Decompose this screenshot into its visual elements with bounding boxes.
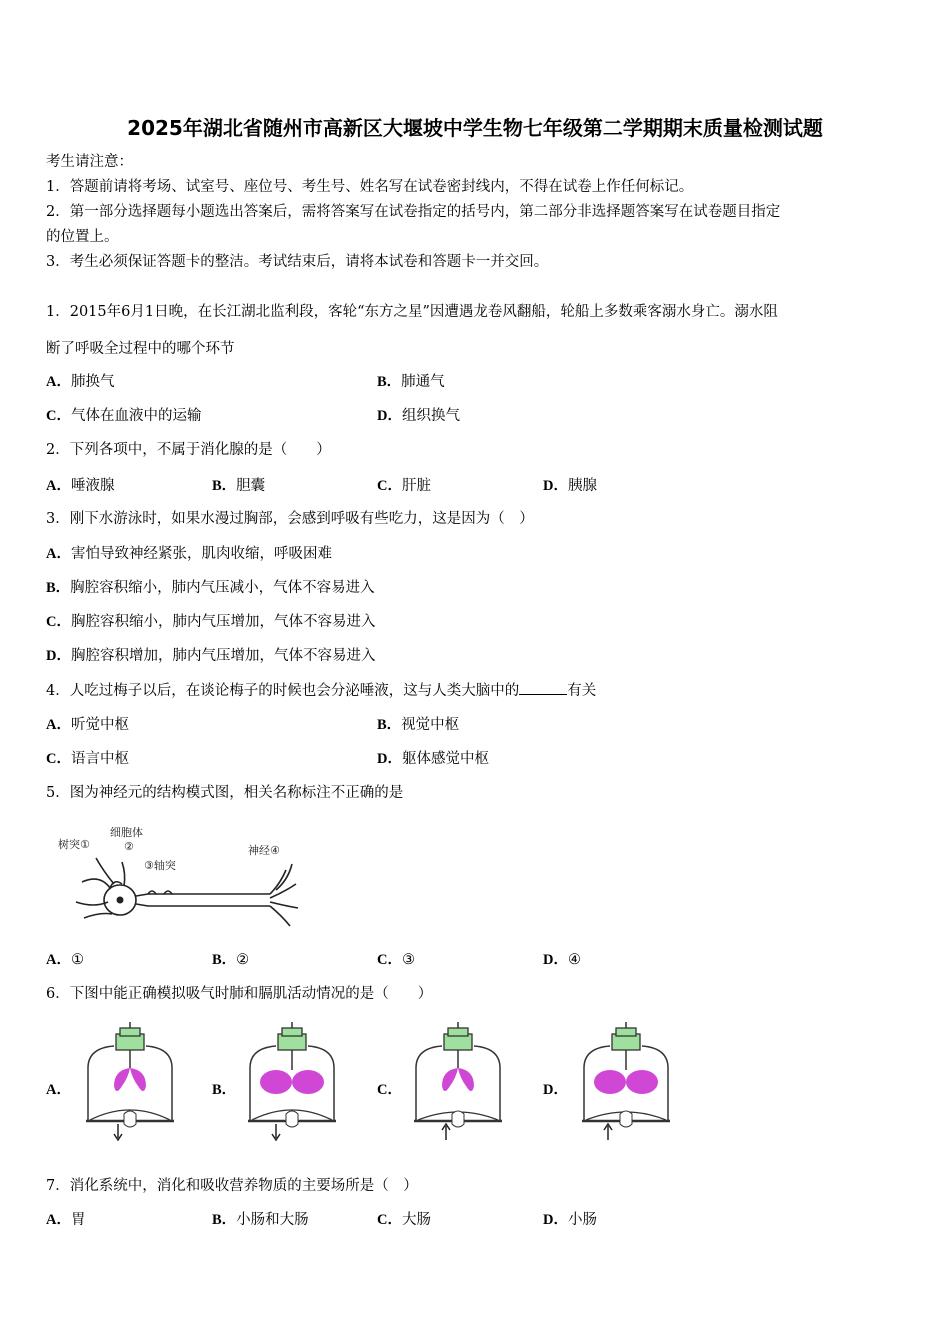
option-text: 语言中枢 [70,751,129,767]
option-letter: D． [543,478,568,494]
question-7-stem: 7．消化系统中，消化和吸收营养物质的主要场所是（ ） [46,1178,418,1194]
option-letter: B． [212,952,237,968]
option-letter: A． [46,1082,71,1098]
option-letter: A． [46,952,71,968]
option-letter: C． [377,1212,402,1228]
option-text: ③ [401,952,415,968]
option-letter: B． [212,1212,237,1228]
q4-option-b [377,715,459,735]
q4-option-d [377,749,489,769]
option-text: 胸腔容积缩小，肺内气压减小，气体不容易进入 [70,580,375,596]
option-letter: B． [377,374,402,390]
bell-jar-a [84,1020,176,1148]
label-cell-body: 细胞体 [110,826,143,839]
stem-text: 有关 [567,683,597,699]
option-text: 胃 [70,1212,86,1228]
q3-option-c [46,612,375,632]
option-text: 小肠 [567,1212,597,1228]
q7-option-a [46,1210,85,1230]
question-1-stem: 1．2015年6月1日晚，在长江湖北监利段，客轮“东方之星”因遭遇龙卷风翻船，轮船上多数乘客溺水身亡。溺水阻 [46,304,778,320]
option-text: 组织换气 [401,408,460,424]
option-letter: B． [377,717,402,733]
q5-option-c [377,950,415,970]
page-title: 2025年湖北省随州市高新区大堰坡中学生物七年级第二学期期末质量检测试题 [127,116,823,140]
option-text: 胸腔容积增加，肺内气压增加，气体不容易进入 [70,648,376,664]
q2-option-a [46,476,114,496]
q1-option-b [377,372,445,392]
option-text: ② [236,952,250,968]
q6-option-c [377,1080,402,1100]
q4-option-c [46,749,129,769]
q7-option-d [543,1210,597,1230]
q2-option-d [543,476,597,496]
option-letter: D． [543,1212,568,1228]
option-text: 胰腺 [567,478,597,494]
notice-item: 3．考生必须保证答题卡的整洁。考试结束后，请将本试卷和答题卡一并交回。 [46,254,549,270]
option-text: 害怕导致神经紧张，肌肉收缩，呼吸困难 [70,546,332,562]
answer-blank [519,680,567,695]
q1-option-d [377,406,460,426]
bell-jar-c [412,1020,504,1148]
option-letter: D． [543,1082,568,1098]
notice-item: 1．答题前请将考场、试室号、座位号、考生号、姓名写在试卷密封线内，不得在试卷上作任何标记。 [46,179,694,195]
notice-item: 的位置上。 [46,229,119,245]
option-letter: D． [377,408,402,424]
q3-option-a [46,544,332,564]
option-text: ① [70,952,84,968]
q7-option-b [212,1210,309,1230]
question-4-stem [46,680,596,701]
option-text: 听觉中枢 [70,717,129,733]
option-text: ④ [567,952,581,968]
option-letter: C． [377,952,402,968]
question-2-stem: 2．下列各项中，不属于消化腺的是（ ） [46,442,331,458]
nucleus [117,897,124,904]
option-letter: A． [46,717,71,733]
option-letter: B． [212,1082,237,1098]
q5-option-d [543,950,581,970]
option-text: 肺换气 [70,374,115,390]
option-letter: D． [46,648,71,664]
option-letter: A． [46,374,71,390]
question-1-stem-cont: 断了呼吸全过程中的哪个环节 [46,341,235,357]
option-text: 小肠和大肠 [236,1212,309,1228]
option-text: 气体在血液中的运输 [70,408,202,424]
notice-heading: 考生请注意： [46,154,133,170]
q6-option-d [543,1080,568,1100]
q6-option-b [212,1080,236,1100]
option-letter: A． [46,478,71,494]
option-text: 视觉中枢 [401,717,460,733]
neuron-drawing [76,858,298,926]
option-letter: D． [543,952,568,968]
q1-option-c [46,406,201,426]
q6-option-a [46,1080,71,1100]
question-6-stem: 6．下图中能正确模拟吸气时肺和膈肌活动情况的是（ ） [46,986,433,1002]
bell-jar-b [246,1020,338,1148]
option-letter: C． [46,408,71,424]
option-letter: B． [212,478,237,494]
q5-option-a [46,950,84,970]
q3-option-d [46,646,375,666]
option-letter: D． [377,751,402,767]
option-text: 肺通气 [401,374,445,390]
option-letter: A． [46,546,71,562]
q5-option-b [212,950,249,970]
option-letter: B． [46,580,71,596]
q3-option-b [46,578,375,598]
option-text: 肝脏 [401,478,431,494]
option-letter: C． [46,614,71,630]
label-axon: ③轴突 [144,859,176,872]
label-num-2: ② [124,840,134,853]
label-dendrite: 树突① [58,838,90,851]
q1-option-a [46,372,114,392]
bell-jar-d [580,1020,672,1148]
option-text: 躯体感觉中枢 [401,751,489,767]
question-3-stem: 3．刚下水游泳时，如果水漫过胸部，会感到呼吸有些吃力，这是因为（ ） [46,511,534,527]
option-text: 胆囊 [236,478,266,494]
q4-option-a [46,715,129,735]
option-text: 唾液腺 [70,478,115,494]
option-letter: C． [46,751,71,767]
q2-option-c [377,476,431,496]
question-5-stem: 5．图为神经元的结构模式图，相关名称标注不正确的是 [46,785,404,801]
label-nerve: 神经④ [248,844,280,857]
option-text: 大肠 [401,1212,431,1228]
option-letter: C． [377,1082,402,1098]
option-letter: C． [377,478,402,494]
neuron-diagram [52,822,302,930]
notice-item: 2．第一部分选择题每小题选出答案后，需将答案写在试卷指定的括号内，第二部分非选择题答案写在试卷题目指定 [46,204,781,220]
q2-option-b [212,476,265,496]
stem-text: 4．人吃过梅子以后，在谈论梅子的时候也会分泌唾液，这与人类大脑中的 [46,683,520,699]
q7-option-c [377,1210,431,1230]
option-text: 胸腔容积缩小，肺内气压增加，气体不容易进入 [70,614,376,630]
option-letter: A． [46,1212,71,1228]
